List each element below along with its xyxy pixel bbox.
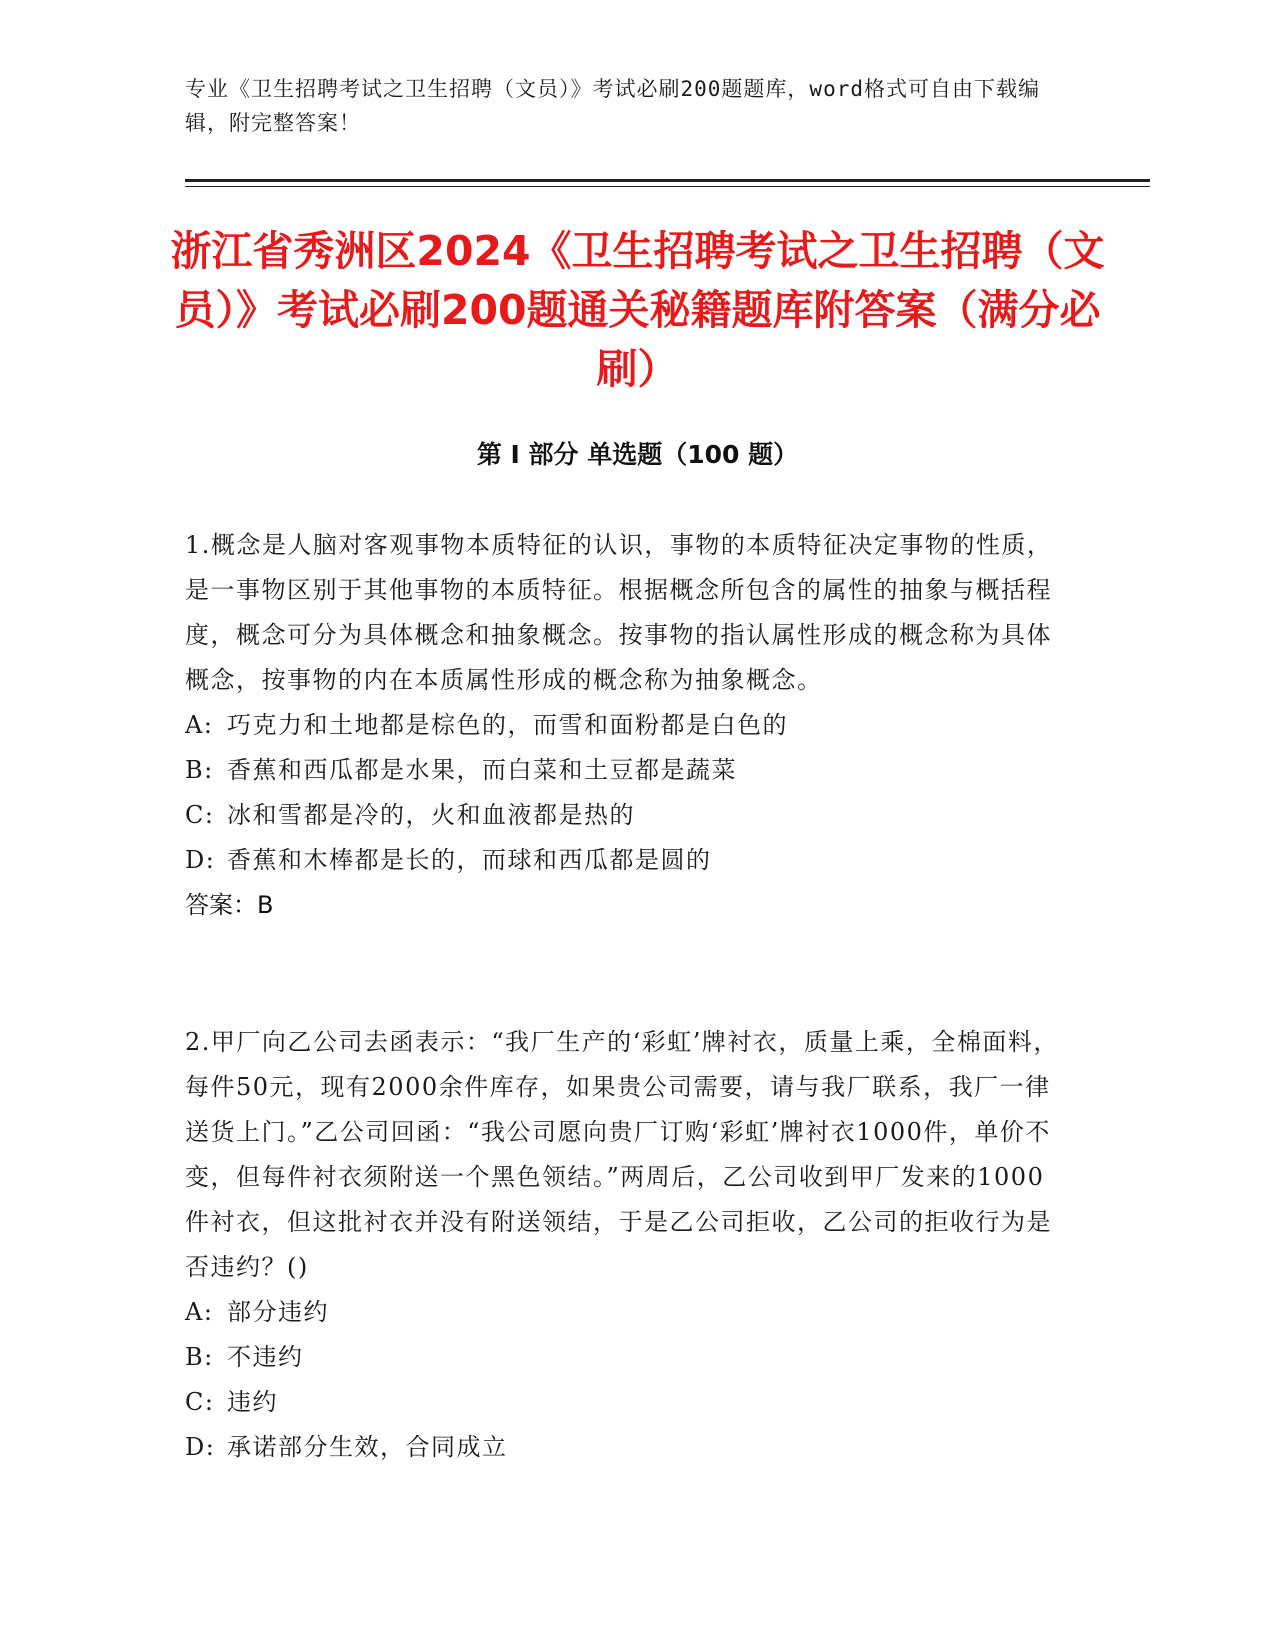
option-letter: D: <box>185 1433 216 1461</box>
option-text: 香蕉和西瓜都是水果，而白菜和土豆都是蔬菜 <box>227 756 737 784</box>
question-stem: 2.甲厂向乙公司去函表示：“我厂生产的‘彩虹’牌衬衣，质量上乘，全棉面料，每件50元，现有2000余件库存，如果贵公司需要，请与我厂联系，我厂一律送货上门。”乙公司回函：“我公司愿向贵厂订购‘彩虹’牌衬衣1000件，单价不变，但每件衬衣须附送一个黑色领结。”两周后，乙公司收到甲厂发来的1000件衬衣，但这批衬衣并没有附送领结，于是乙公司拒收，乙公司的拒收行为是否违约？() <box>185 1028 1059 1281</box>
document-title: 浙江省秀洲区2024《卫生招聘考试之卫生招聘（文员）》考试必刷200题通关秘籍题库附答案（满分必刷） <box>170 227 1105 393</box>
option-c <box>185 1380 1065 1425</box>
option-b <box>185 748 1065 793</box>
option-a <box>185 1290 1065 1335</box>
option-text: 香蕉和木棒都是长的，而球和西瓜都是圆的 <box>227 846 712 874</box>
option-text: 部分违约 <box>227 1298 329 1326</box>
header-divider-thin <box>185 186 1150 187</box>
option-b <box>185 1335 1065 1380</box>
option-letter: D: <box>185 846 216 874</box>
answer-line: 答案：B <box>185 891 274 919</box>
option-d <box>185 1425 1065 1470</box>
option-letter: B: <box>185 756 214 784</box>
option-c <box>185 793 1065 838</box>
option-text: 违约 <box>227 1388 278 1416</box>
option-a <box>185 703 1065 748</box>
option-letter: C: <box>185 1388 215 1416</box>
option-letter: A: <box>185 1298 214 1326</box>
question-2 <box>185 1020 1065 1470</box>
section-heading: 第 I 部分 单选题（100 题） <box>476 440 799 469</box>
option-text: 承诺部分生效，合同成立 <box>227 1433 508 1461</box>
question-1 <box>185 523 1065 928</box>
question-stem: 1.概念是人脑对客观事物本质特征的认识，事物的本质特征决定事物的性质，是一事物区别于其他事物的本质特征。根据概念所包含的属性的抽象与概括程度，概念可分为具体概念和抽象概念。按事物的指认属性形成的概念称为具体概念，按事物的内在本质属性形成的概念称为抽象概念。 <box>185 531 1053 694</box>
option-d <box>185 838 1065 883</box>
option-letter: A: <box>185 711 214 739</box>
option-letter: B: <box>185 1343 214 1371</box>
header-note: 专业《卫生招聘考试之卫生招聘（文员）》考试必刷200题题库，word格式可自由下载编辑，附完整答案！ <box>185 77 1040 135</box>
header-divider-thick <box>185 179 1150 182</box>
option-text: 冰和雪都是冷的，火和血液都是热的 <box>227 801 635 829</box>
option-letter: C: <box>185 801 215 829</box>
option-text: 巧克力和土地都是棕色的，而雪和面粉都是白色的 <box>227 711 788 739</box>
option-text: 不违约 <box>227 1343 304 1371</box>
